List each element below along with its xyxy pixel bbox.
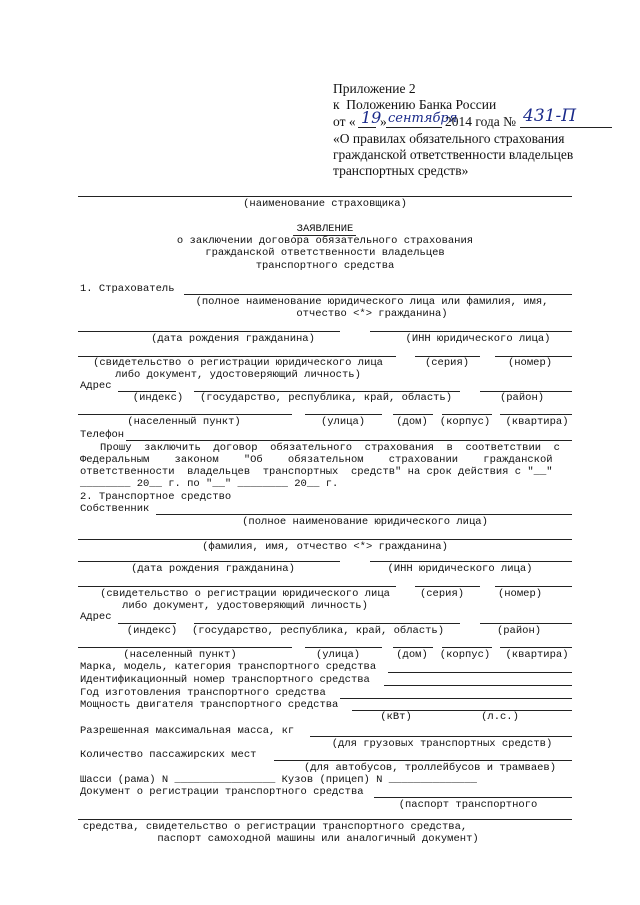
- appendix-reference: к Положению Банка России: [333, 97, 497, 112]
- owner-street-caption: (улица): [315, 649, 361, 661]
- owner-inn-caption: (ИНН юридического лица): [387, 563, 533, 575]
- owner-inn-line[interactable]: [370, 561, 572, 562]
- vehicle-mass-caption: (для грузовых транспортных средств): [331, 738, 553, 750]
- policyholder-doc-caption: либо документ, удостоверяющий личность): [115, 369, 361, 381]
- request-text-4: ________ 20__ г. по "__" ________ 20__ г.: [80, 478, 339, 490]
- vehicle-power-kw-caption: (кВт): [380, 711, 412, 723]
- owner-name-line[interactable]: [156, 514, 572, 515]
- policyholder-street-line[interactable]: [305, 414, 382, 415]
- policyholder-apartment-caption: (квартира): [505, 416, 569, 428]
- policyholder-house-caption: (дом): [396, 416, 428, 428]
- policyholder-phone-line[interactable]: [126, 440, 572, 441]
- policyholder-state-caption: (государство, республика, край, область): [199, 392, 453, 404]
- vehicle-make-line[interactable]: [388, 672, 572, 673]
- vehicle-year-line[interactable]: [340, 698, 572, 699]
- vehicle-regdoc-caption: (паспорт транспортного: [398, 799, 538, 811]
- policyholder-building-line[interactable]: [442, 414, 492, 415]
- owner-address-label: Адрес: [80, 611, 112, 623]
- owner-cert-line[interactable]: [78, 586, 396, 587]
- owner-birthdate-caption: (дата рождения гражданина): [131, 563, 295, 575]
- appendix-year: 2014 года №: [445, 114, 517, 129]
- vehicle-vin-line[interactable]: [384, 685, 572, 686]
- appendix-date-quote: »: [380, 114, 387, 129]
- appendix-regulation-line2: гражданской ответственности владельцев: [333, 147, 574, 162]
- owner-building-caption: (корпус): [439, 649, 491, 661]
- vehicle-power-label: Мощность двигателя транспортного средства: [80, 699, 339, 711]
- vehicle-make-label: Марка, модель, категория транспортного средства: [80, 661, 377, 673]
- form-subtitle-1: о заключении договора обязательного страхования: [176, 235, 474, 247]
- form-subtitle-3: транспортного средства: [255, 260, 395, 272]
- policyholder-series-caption: (серия): [424, 357, 470, 369]
- vehicle-year-label: Год изготовления транспортного средства: [80, 687, 326, 699]
- owner-birthdate-line[interactable]: [78, 561, 340, 562]
- owner-building-line[interactable]: [442, 647, 492, 648]
- policyholder-index-caption: (индекс): [132, 392, 184, 404]
- policyholder-house-line[interactable]: [393, 414, 433, 415]
- owner-settlement-caption: (населенный пункт): [123, 649, 237, 661]
- vehicle-vin-label: Идентификационный номер транспортного средства: [80, 674, 370, 686]
- vehicle-section-label: 2. Транспортное средство: [80, 491, 232, 503]
- owner-org-caption: (полное наименование юридического лица): [242, 516, 488, 528]
- vehicle-seats-caption: (для автобусов, троллейбусов и трамваев): [303, 762, 557, 774]
- policyholder-name-line[interactable]: [184, 294, 572, 295]
- policyholder-birthdate-caption: (дата рождения гражданина): [151, 333, 315, 345]
- owner-apartment-line[interactable]: [500, 647, 572, 648]
- owner-house-caption: (дом): [396, 649, 428, 661]
- vehicle-seats-label: Количество пассажирских мест: [80, 749, 257, 761]
- owner-fio-line[interactable]: [78, 539, 572, 540]
- vehicle-regdoc-label: Документ о регистрации транспортного средства: [80, 786, 364, 798]
- owner-house-line[interactable]: [393, 647, 433, 648]
- policyholder-apartment-line[interactable]: [500, 414, 572, 415]
- policyholder-phone-label: Телефон: [80, 429, 125, 441]
- policyholder-name-caption-2: отчество <*> гражданина): [296, 308, 448, 320]
- owner-fio-caption: (фамилия, имя, отчество <*> гражданина): [202, 541, 448, 553]
- vehicle-regdoc-caption-3: паспорт самоходной машины или аналогичный документ): [157, 833, 479, 845]
- vehicle-regdoc-caption-2: средства, свидетельство о регистрации транспортного средства,: [82, 821, 468, 833]
- owner-series-caption: (серия): [419, 588, 465, 600]
- policyholder-inn-caption: (ИНН юридического лица): [405, 333, 551, 345]
- handwritten-number: 431-П: [523, 106, 577, 126]
- policyholder-label: 1. Страхователь: [80, 283, 175, 295]
- owner-number-line[interactable]: [495, 586, 572, 587]
- owner-state-caption: (государство, республика, край, область): [191, 625, 445, 637]
- owner-settlement-line[interactable]: [78, 647, 292, 648]
- vehicle-regdoc-line[interactable]: [374, 797, 572, 798]
- form-subtitle-2: гражданской ответственности владельцев: [205, 247, 445, 259]
- form-title: ЗАЯВЛЕНИЕ: [296, 223, 354, 235]
- owner-cert-caption: (свидетельство о регистрации юридического лица: [100, 588, 390, 600]
- owner-apartment-caption: (квартира): [505, 649, 569, 661]
- policyholder-number-caption: (номер): [507, 357, 553, 369]
- policyholder-birthdate-line[interactable]: [78, 331, 340, 332]
- owner-index-line[interactable]: [118, 623, 176, 624]
- owner-district-caption: (район): [496, 625, 542, 637]
- policyholder-cert-caption: (свидетельство о регистрации юридического лица: [93, 357, 383, 369]
- vehicle-chassis-body: Шасси (рама) N ________________ Кузов (прицеп) N ______________: [80, 774, 477, 786]
- handwritten-day: 19: [361, 108, 382, 127]
- owner-district-line[interactable]: [480, 623, 572, 624]
- vehicle-mass-label: Разрешенная максимальная масса, кг: [80, 725, 295, 737]
- request-text-3: ответственности владельцев транспортных средств" на срок действия с "__": [80, 466, 553, 478]
- owner-index-caption: (индекс): [126, 625, 178, 637]
- owner-state-line[interactable]: [194, 623, 460, 624]
- policyholder-settlement-caption: (населенный пункт): [127, 416, 241, 428]
- policyholder-settlement-line[interactable]: [78, 414, 292, 415]
- policyholder-address-label: Адрес: [80, 380, 112, 392]
- policyholder-building-caption: (корпус): [439, 416, 491, 428]
- vehicle-mass-line[interactable]: [310, 736, 572, 737]
- policyholder-street-caption: (улица): [320, 416, 366, 428]
- vehicle-power-hp-caption: (л.с.): [481, 711, 519, 723]
- owner-series-line[interactable]: [415, 586, 480, 587]
- owner-doc-caption: либо документ, удостоверяющий личность): [122, 600, 368, 612]
- handwritten-month: сентября: [388, 111, 458, 126]
- policyholder-district-caption: (район): [499, 392, 545, 404]
- owner-label: Собственник: [80, 503, 150, 515]
- vehicle-seats-line[interactable]: [274, 760, 572, 761]
- policyholder-name-caption: (полное наименование юридического лица или фамилия, имя,: [195, 296, 549, 308]
- request-text-1: Прошу заключить договор обязательного страхования в соответствии с: [100, 442, 560, 454]
- appendix-date-prefix: от «: [333, 114, 356, 129]
- owner-number-caption: (номер): [497, 588, 543, 600]
- owner-street-line[interactable]: [305, 647, 382, 648]
- policyholder-inn-line[interactable]: [370, 331, 572, 332]
- appendix-regulation-line1: «О правилах обязательного страхования: [333, 131, 565, 146]
- appendix-regulation-line3: транспортных средств»: [333, 163, 469, 178]
- request-text-2: Федеральным законом "Об обязательном страховании гражданской: [80, 454, 553, 466]
- appendix-title: Приложение 2: [333, 81, 416, 96]
- insurer-caption: (наименование страховщика): [243, 198, 407, 210]
- vehicle-regdoc-line-2[interactable]: [78, 819, 572, 820]
